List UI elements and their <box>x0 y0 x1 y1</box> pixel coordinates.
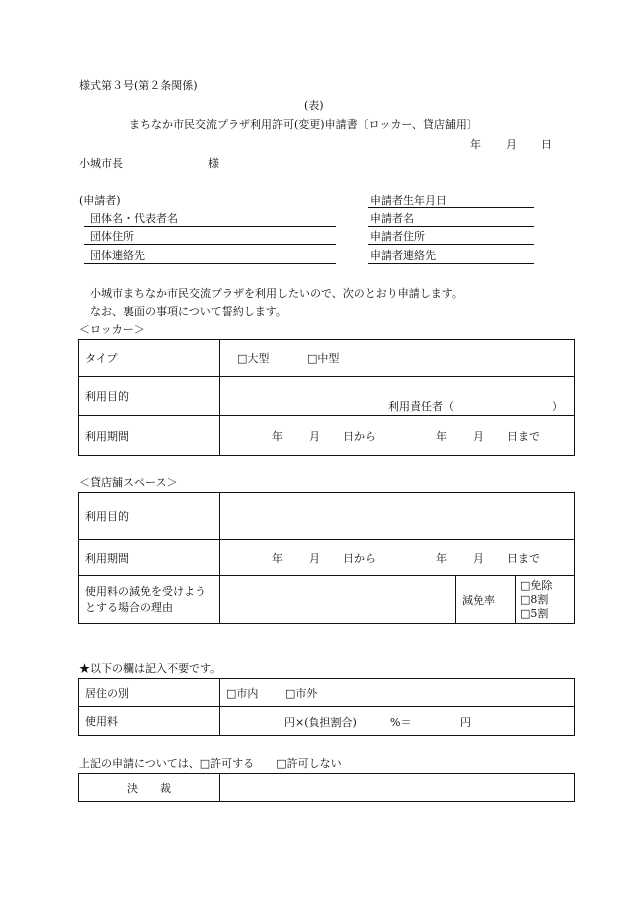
shop-period-cell[interactable] <box>220 540 575 576</box>
applicant-birthdate-line[interactable] <box>368 207 534 208</box>
shop-to-month: 月 <box>473 552 484 565</box>
locker-responsible-close: ） <box>552 400 563 413</box>
locker-section-title: ＜ロッカー＞ <box>79 323 145 336</box>
org-address-line[interactable] <box>84 244 336 245</box>
org-representative-line[interactable] <box>84 226 336 227</box>
fee-yen-result: 円 <box>460 716 471 729</box>
org-representative-label: 団体名・代表者名 <box>90 212 178 225</box>
residence-cell <box>220 679 575 707</box>
shop-to-day: 日まで <box>507 552 540 565</box>
locker-period-cell[interactable] <box>220 416 575 456</box>
applicant-address-label: 申請者住所 <box>370 230 425 243</box>
shop-from-year: 年 <box>272 552 283 565</box>
office-table <box>78 678 575 736</box>
shop-period-label: 利用期間 <box>85 551 129 565</box>
decision-table <box>78 773 575 802</box>
locker-purpose-label-cell <box>79 377 220 416</box>
decision-label: 決 裁 <box>127 781 171 795</box>
org-contact-line[interactable] <box>84 263 336 264</box>
org-contact-label: 団体連絡先 <box>90 249 145 262</box>
shop-purpose-cell[interactable] <box>220 493 575 540</box>
residence-outside-city-checkbox[interactable]: □市外 <box>285 687 318 700</box>
residence-label: 居住の別 <box>85 686 129 700</box>
locker-purpose-cell[interactable] <box>220 377 575 416</box>
applicant-contact-line[interactable] <box>368 263 534 264</box>
recipient-honorific: 様 <box>208 157 219 170</box>
locker-from-day: 日から <box>343 430 376 443</box>
locker-type-cell <box>220 340 575 377</box>
org-address-label: 団体住所 <box>90 230 134 243</box>
fee-cell <box>220 707 575 736</box>
locker-type-label-cell <box>79 340 220 377</box>
shop-rate-50-checkbox[interactable]: □5割 <box>520 606 549 620</box>
applicant-address-line[interactable] <box>368 244 534 245</box>
locker-from-year: 年 <box>272 430 283 443</box>
shop-rate-80-checkbox[interactable]: □8割 <box>520 592 549 606</box>
date-year-label: 年 <box>470 138 481 151</box>
shop-table <box>78 492 575 624</box>
applicant-name-line[interactable] <box>368 226 534 227</box>
locker-responsible-label: 利用責任者（ <box>388 400 454 413</box>
shop-from-day: 日から <box>343 552 376 565</box>
shop-purpose-label-cell <box>79 493 220 540</box>
applicant-contact-label: 申請者連絡先 <box>370 249 436 262</box>
fee-percent-equals: %＝ <box>390 716 412 729</box>
date-month-label: 月 <box>506 138 517 151</box>
locker-to-year: 年 <box>436 430 447 443</box>
shop-rate-options-cell <box>516 576 575 624</box>
locker-from-month: 月 <box>309 430 320 443</box>
shop-period-label-cell <box>79 540 220 576</box>
residence-label-cell <box>79 679 220 707</box>
statement-line-2: なお、裏面の事項について誓約します。 <box>90 305 287 318</box>
locker-table <box>78 339 575 456</box>
residence-in-city-checkbox[interactable]: □市内 <box>226 687 259 700</box>
applicant-birthdate-label: 申請者生年月日 <box>370 194 447 207</box>
shop-rate-label-cell <box>456 576 516 624</box>
date-day-label: 日 <box>541 138 552 151</box>
decision-cell[interactable] <box>220 774 575 802</box>
document-title: まちなか市民交流プラザ利用許可(変更)申請書〔ロッカー、貸店舗用〕 <box>129 118 478 131</box>
decision-label-cell <box>79 774 220 802</box>
shop-from-month: 月 <box>309 552 320 565</box>
locker-period-label: 利用期間 <box>85 429 129 443</box>
locker-to-day: 日まで <box>507 430 540 443</box>
shop-to-year: 年 <box>436 552 447 565</box>
recipient: 小城市長 <box>79 157 123 170</box>
locker-type-medium-checkbox[interactable]: □中型 <box>307 352 340 365</box>
fee-label: 使用料 <box>85 715 118 728</box>
applicant-heading: (申請者) <box>79 194 121 207</box>
shop-section-title: ＜貸店舗スペース＞ <box>79 476 178 489</box>
shop-purpose-label: 利用目的 <box>85 510 129 523</box>
locker-type-large-checkbox[interactable]: □大型 <box>237 352 270 365</box>
office-use-note: ★以下の欄は記入不要です。 <box>79 662 222 675</box>
locker-period-label-cell <box>79 416 220 456</box>
shop-rate-label: 減免率 <box>462 593 495 607</box>
applicant-name-label: 申請者名 <box>370 212 414 225</box>
shop-reduction-label-line-2: とする場合の理由 <box>85 600 173 614</box>
locker-to-month: 月 <box>473 430 484 443</box>
shop-reduction-label-cell <box>79 576 220 624</box>
statement-line-1: 小城市まちなか市民交流プラザを利用したいので、次のとおり申請します。 <box>90 287 463 300</box>
shop-rate-exempt-checkbox[interactable]: □免除 <box>520 578 553 592</box>
fee-label-cell <box>79 707 220 736</box>
shop-reduction-reason-cell[interactable] <box>220 576 456 624</box>
approval-statement: 上記の申請については、□許可する □許可しない <box>79 757 342 770</box>
locker-type-label: タイプ <box>85 352 118 365</box>
form-number: 様式第３号(第２条関係) <box>79 79 198 92</box>
fee-yen-times-share: 円×(負担割合) <box>284 716 357 729</box>
shop-reduction-label-line-1: 使用料の減免を受けよう <box>85 584 206 598</box>
side-indicator: (表) <box>304 99 324 112</box>
locker-purpose-label: 利用目的 <box>85 390 129 403</box>
